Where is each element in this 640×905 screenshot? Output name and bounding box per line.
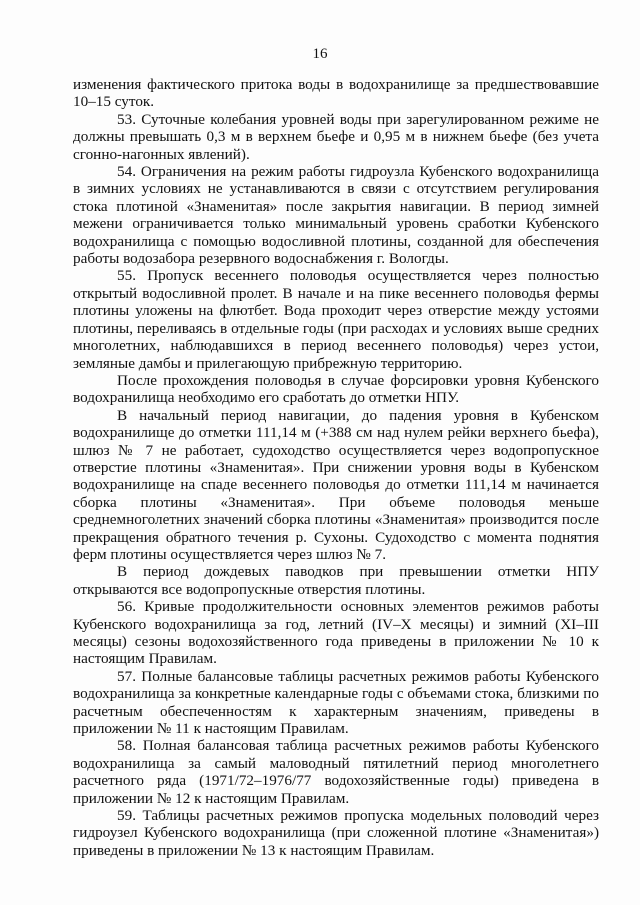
paragraph-54: 54. Ограничения на режим работы гидроузла Кубенского водохранилища в зимних условиях не устанавливаются в связи с отсутствием регулирования стока плотиной «Знаменитая» после закрытия навигации. В период зимней межени ограничивается только минимальный уровень сработки Кубенского водохранилища с помощью водосливной плотины, созданной для обеспечения работы водозабора резервного водоснабжения г. Вологды. (73, 163, 599, 268)
paragraph-55-navigation: В начальный период навигации, до падения уровня в Кубенском водохранилище до отметки 111,14 м (+388 см над нулем рейки верхнего бьефа), шлюз № 7 не работает, судоходство осуществляется через водопропускное отверстие плотины «Знаменитая». При снижении уровня воды в Кубенском водохранилище на спаде весеннего половодья до отметки 111,14 м начинается сборка плотины «Знаменитая». При объеме половодья меньше среднемноголетних значений сборка плотины «Знаменитая» производится после прекращения обратного течения р. Сухоны. Судоходство с момента поднятия ферм плотины осуществляется через шлюз № 7. (73, 406, 599, 563)
paragraph-continuation: изменения фактического притока воды в водохранилище за предшествовавшие 10–15 суток. (73, 76, 599, 111)
paragraph-58: 58. Полная балансовая таблица расчетных режимов работы Кубенского водохранилища за самый маловодный пятилетний период многолетнего расчетного ряда (1971/72–1976/77 водохозяйственные годы) приведена в приложении № 12 к настоящим Правилам. (73, 737, 599, 807)
paragraph-55-rain-floods: В период дождевых паводков при превышении отметки НПУ открываются все водопропускные отверстия плотины. (73, 563, 599, 598)
paragraph-55: 55. Пропуск весеннего половодья осуществляется через полностью открытый водосливной пролет. В начале и на пике весеннего половодья фермы плотины уложены на флютбет. Вода проходит через отверстие между устоями плотины, переливаясь в отдельные годы (при расходах и условиях выше средних многолетних, наблюдавшихся в период весеннего половодья) через устои, земляные дамбы и прилегающую прибрежную территорию. (73, 267, 599, 372)
paragraph-56: 56. Кривые продолжительности основных элементов режимов работы Кубенского водохранилища за год, летний (IV–X месяцы) и зимний (XI–III месяцы) сезоны водохозяйственного года приведены в приложении № 10 к настоящим Правилам. (73, 598, 599, 668)
paragraph-59: 59. Таблицы расчетных режимов пропуска модельных половодий через гидроузел Кубенского водохранилища (при сложенной плотине «Знаменитая») приведены в приложении № 13 к настоящим Правилам. (73, 807, 599, 859)
document-body (73, 76, 599, 859)
paragraph-55-flood-passage: После прохождения половодья в случае форсировки уровня Кубенского водохранилища необходимо его сработать до отметки НПУ. (73, 371, 599, 407)
paragraph-53: 53. Суточные колебания уровней воды при зарегулированном режиме не должны превышать 0,3 м в верхнем бьефе и 0,95 м в нижнем бьефе (без учета сгонно-нагонных явлений). (73, 110, 599, 163)
page-number: 16 (312, 46, 328, 62)
paragraph-57: 57. Полные балансовые таблицы расчетных режимов работы Кубенского водохранилища за конкретные календарные годы с объемами стока, близкими по расчетным обеспеченностям к характерным значениям, приведены в приложении № 11 к настоящим Правилам. (73, 667, 599, 738)
